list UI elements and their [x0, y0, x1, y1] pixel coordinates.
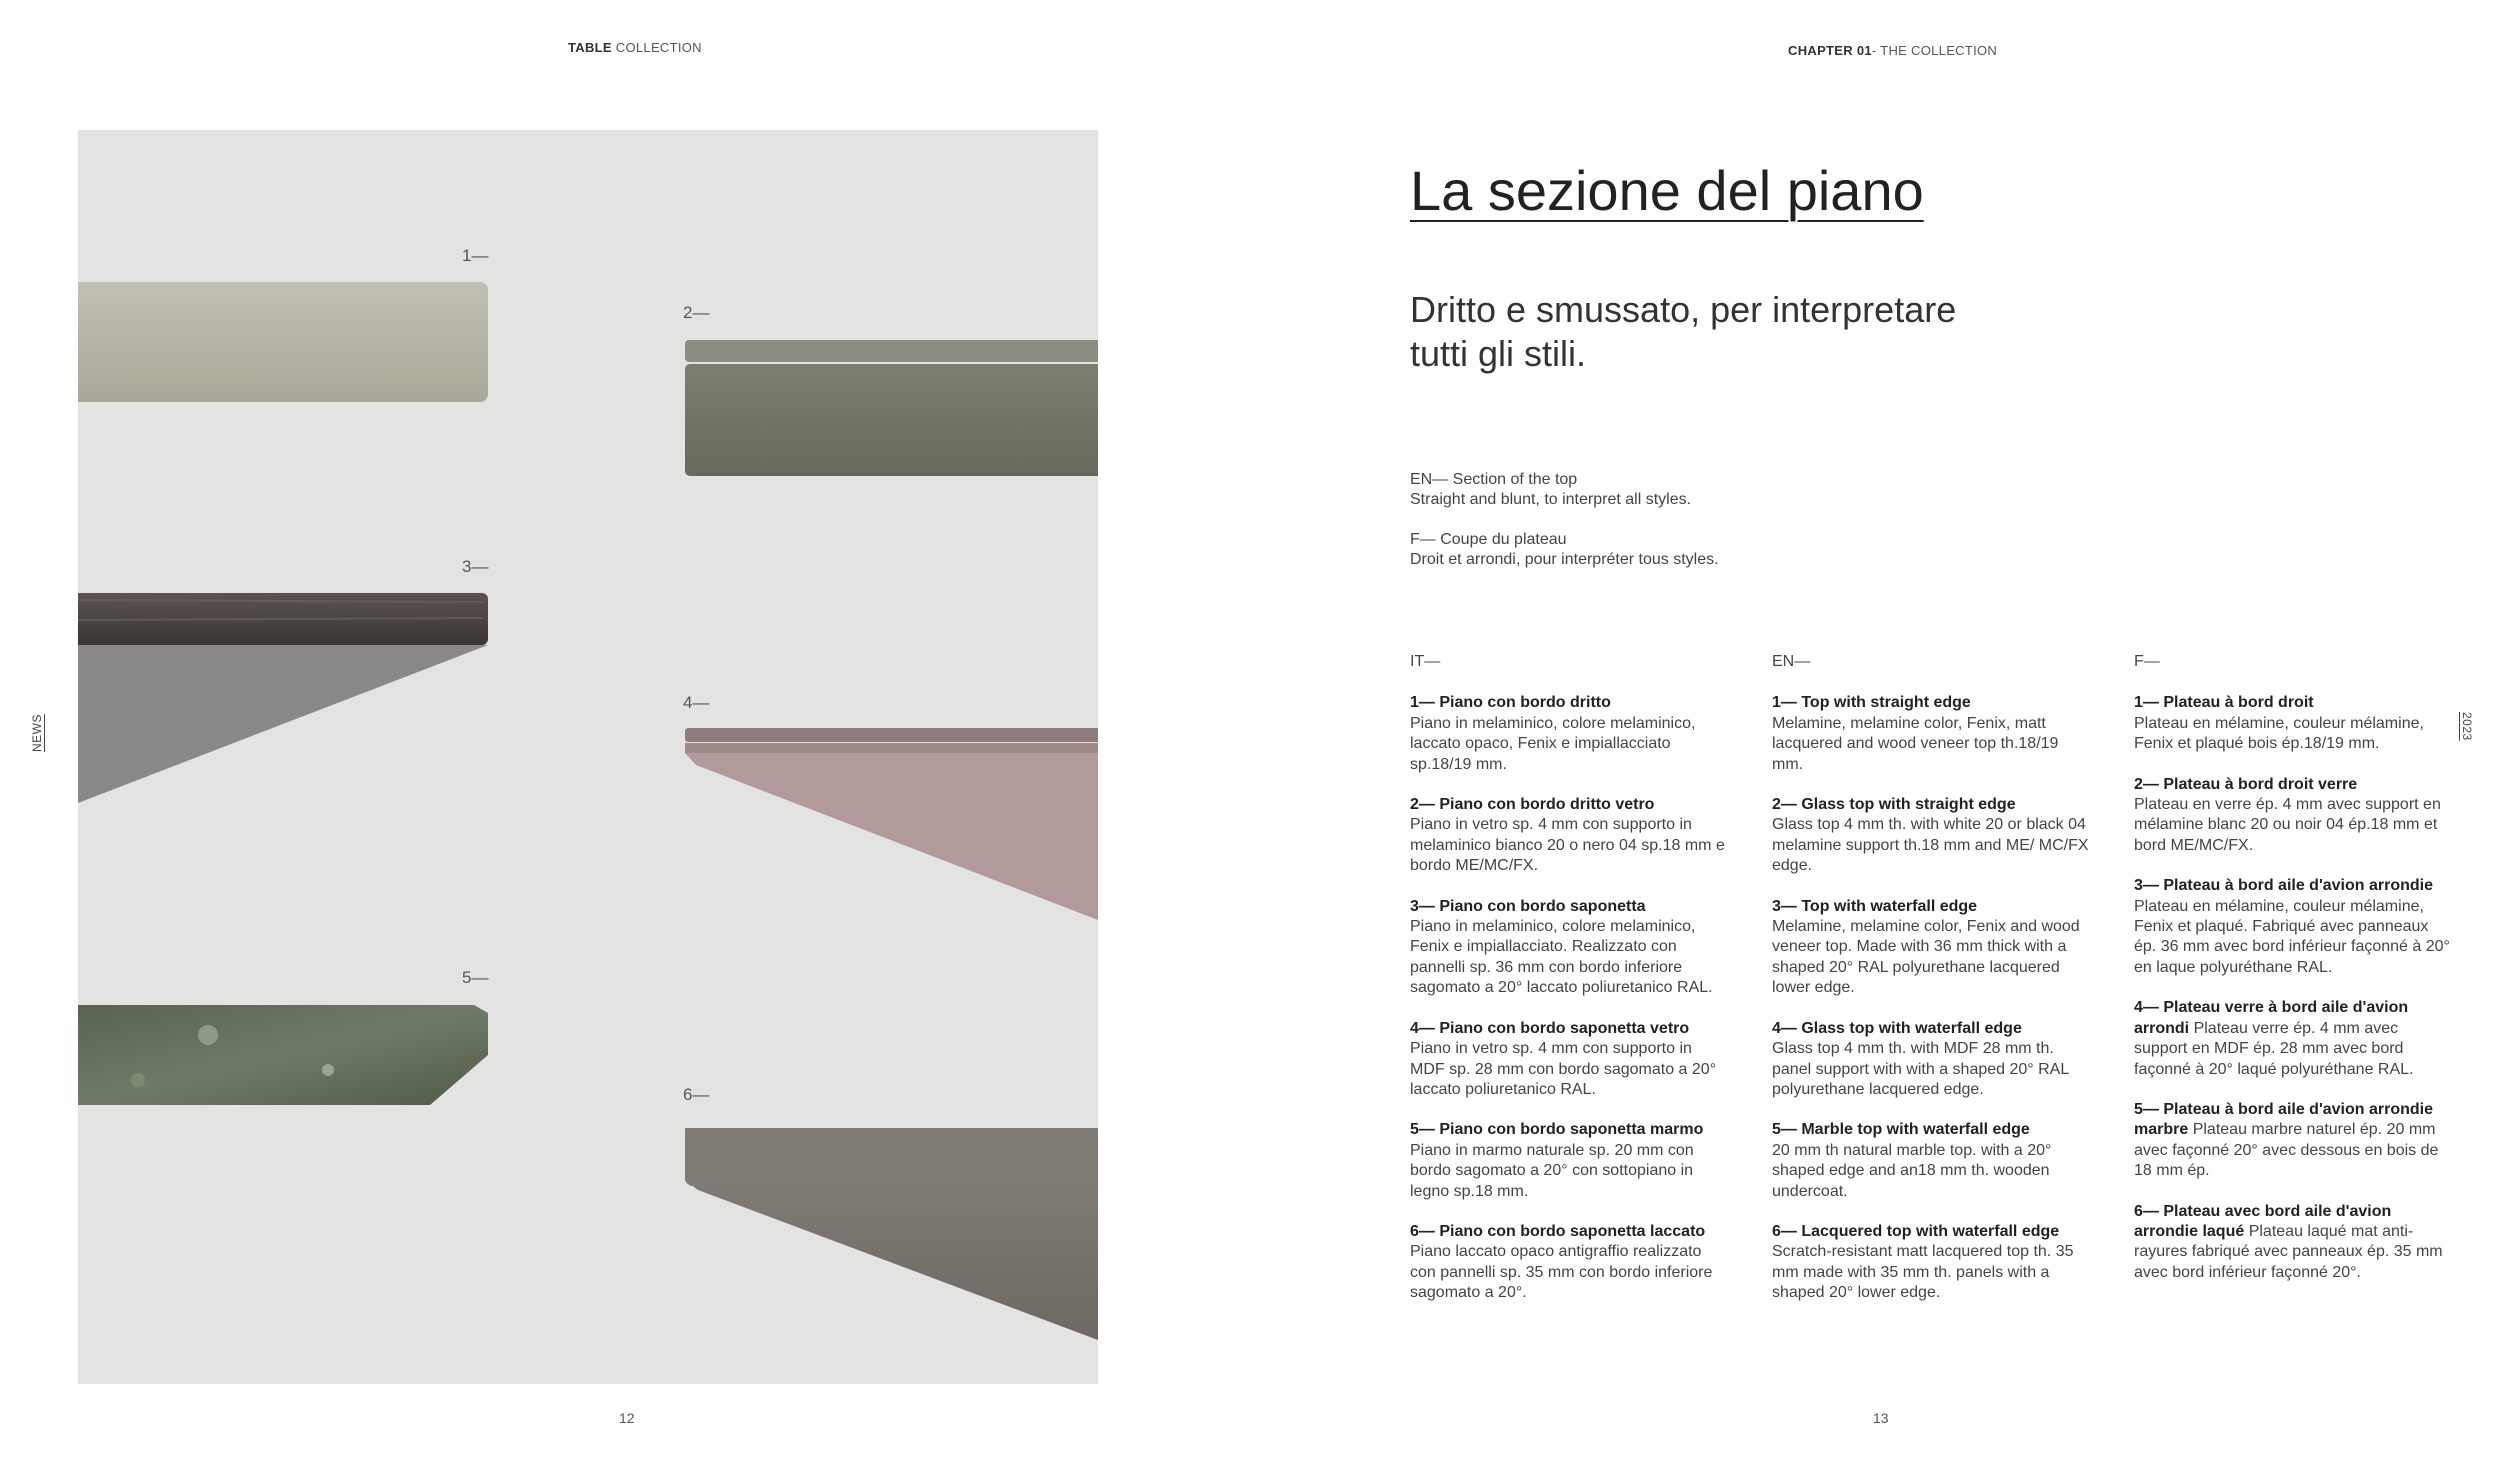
photo-label-4: 4—	[683, 693, 710, 712]
item-title: 4— Glass top with waterfall edge	[1772, 1019, 2022, 1037]
item-title: 2— Piano con bordo dritto vetro	[1410, 796, 1655, 814]
list-item	[2134, 775, 2454, 857]
list-item	[1410, 1222, 1730, 1304]
list-item	[2134, 693, 2454, 754]
item-text: Piano in vetro sp. 4 mm con supporto in melaminico bianco 20 o nero 04 sp.18 mm e bordo ME/MC/FX.	[1410, 816, 1725, 875]
item-title: 6— Lacquered top with waterfall edge	[1772, 1222, 2060, 1240]
item-title: 1— Plateau à bord droit	[2134, 694, 2314, 712]
list-item	[1772, 1019, 2092, 1101]
column-it	[1410, 652, 1730, 1324]
column-heading: F—	[2134, 653, 2160, 670]
item-title: 4— Plateau verre à bord aile d'avion arrondi	[2134, 999, 2409, 1037]
section-5-marble	[78, 1005, 488, 1105]
item-title: 1— Piano con bordo dritto	[1410, 694, 1611, 712]
list-item	[1410, 693, 1730, 775]
item-text: Plateau en mélamine, couleur mélamine, Fenix et plaqué bois ép.18/19 mm.	[2134, 714, 2424, 753]
column-heading: EN—	[1772, 653, 1811, 670]
table-sections-photo	[78, 130, 1098, 1384]
section-1-top	[78, 282, 488, 402]
column-fr	[2134, 652, 2454, 1303]
item-title: 5— Marble top with waterfall edge	[1772, 1121, 2030, 1139]
list-item	[1772, 795, 2092, 877]
list-item	[2134, 1202, 2454, 1284]
running-head-bold: CHAPTER 01	[1788, 43, 1872, 58]
item-text: Piano in vetro sp. 4 mm con supporto in MDF sp. 28 mm con bordo sagomato a 20° laccato poliuretanico RAL.	[1410, 1040, 1717, 1098]
side-label-year: 2023	[2460, 712, 2474, 741]
item-text: Plateau verre ép. 4 mm avec support en MDF ép. 28 mm avec bord façonné à 20° laqué polyuréthane RAL.	[2134, 1019, 2414, 1078]
item-title: 6— Piano con bordo saponetta laccato	[1410, 1222, 1706, 1240]
item-title: 4— Piano con bordo saponetta vetro	[1410, 1019, 1690, 1037]
list-item	[1410, 795, 1730, 877]
page-subtitle	[1410, 288, 2110, 376]
intro-fr-line-1: F— Coupe du plateau	[1410, 531, 1567, 548]
running-head-rest: - THE COLLECTION	[1871, 43, 1998, 58]
list-item	[1410, 897, 1730, 999]
section-2-glass	[685, 340, 1098, 362]
list-item	[2134, 998, 2454, 1080]
item-text: Glass top 4 mm th. with white 20 or black 04 melamine support th.18 mm and ME/ MC/FX edge.	[1772, 816, 2089, 875]
section-2-support	[685, 364, 1098, 476]
item-title: 1— Top with straight edge	[1772, 694, 1971, 712]
item-title: 6— Plateau avec bord aile d'avion arrondie laqué	[2134, 1202, 2392, 1240]
table-sections-illustration	[78, 130, 1098, 1384]
item-text: 20 mm th natural marble top. with a 20° shaped edge and an18 mm th. wooden undercoat.	[1772, 1141, 2052, 1200]
column-en	[1772, 652, 2092, 1324]
section-4-glass	[685, 728, 1098, 742]
item-text: Plateau laqué mat anti-rayures fabriqué avec panneaux ép. 35 mm avec bord inférieur façonné 20°.	[2134, 1222, 2443, 1281]
subtitle-line-2: tutti gli stili.	[1410, 333, 1587, 374]
item-text: Piano in melaminico, colore melaminico, laccato opaco, Fenix e impiallacciato sp.18/19 mm.	[1410, 714, 1696, 773]
photo-label-6: 6—	[683, 1085, 710, 1104]
photo-label-2: 2—	[683, 303, 710, 322]
item-text: Scratch-resistant matt lacquered top th. 35 mm made with 35 mm th. panels with a shaped 20° lower edge.	[1772, 1243, 2074, 1302]
item-text: Melamine, melamine color, Fenix, matt lacquered and wood veneer top th.18/19 mm.	[1772, 714, 2059, 773]
side-label-news: NEWS	[30, 714, 44, 752]
item-title: 3— Plateau à bord aile d'avion arrondie	[2134, 877, 2433, 895]
list-item	[1772, 1120, 2092, 1202]
right-running-head	[1788, 43, 1997, 58]
item-title: 3— Top with waterfall edge	[1772, 897, 1978, 915]
photo-label-3: 3—	[462, 557, 489, 576]
list-item	[1410, 1120, 1730, 1202]
running-head-bold: TABLE	[568, 40, 612, 55]
item-text: Glass top 4 mm th. with MDF 28 mm th. panel support with with a shaped 20° RAL polyurethane lacquered edge.	[1772, 1040, 2069, 1098]
section-4-support	[685, 753, 1098, 920]
photo-label-1: 1—	[462, 246, 489, 265]
column-heading: IT—	[1410, 653, 1441, 670]
item-title: 2— Glass top with straight edge	[1772, 796, 2016, 814]
subtitle-line-1: Dritto e smussato, per interpretare	[1410, 289, 1957, 330]
item-text: Piano in marmo naturale sp. 20 mm con bordo sagomato a 20° con sottopiano in legno sp.18 mm.	[1410, 1141, 1694, 1200]
right-page-number: 13	[1873, 1410, 1889, 1426]
item-title: 5— Piano con bordo saponetta marmo	[1410, 1121, 1704, 1139]
intro-fr-line-2: Droit et arrondi, pour interpréter tous styles.	[1410, 551, 1719, 568]
left-page-number: 12	[619, 1410, 635, 1426]
item-text: Melamine, melamine color, Fenix and wood veneer top. Made with 36 mm thick with a shaped 20° RAL polyurethane lacquered lower edge.	[1772, 918, 2080, 997]
left-running-head	[568, 40, 702, 55]
intro-fr	[1410, 530, 1719, 570]
intro-en-line-1: EN— Section of the top	[1410, 471, 1578, 488]
list-item	[1410, 1019, 1730, 1101]
list-item	[1772, 897, 2092, 999]
page-title: La sezione del piano	[1410, 159, 1924, 222]
item-text: Plateau en mélamine, couleur mélamine, Fenix et plaqué. Fabriqué avec panneaux ép. 36 mm avec bord inférieur façonné à 20° en laque polyuréthane RAL.	[2134, 897, 2450, 976]
running-head-rest: COLLECTION	[611, 40, 702, 55]
intro-en-line-2: Straight and blunt, to interpret all styles.	[1410, 491, 1692, 508]
list-item	[1772, 1222, 2092, 1304]
intro-en	[1410, 470, 1691, 510]
list-item	[2134, 1100, 2454, 1182]
list-item	[2134, 876, 2454, 978]
item-text: Piano in melaminico, colore melaminico, Fenix e impiallacciato. Realizzato con pannelli sp. 36 mm con bordo inferiore sagomato a 20° laccato poliuretanico RAL.	[1410, 918, 1713, 997]
item-text: Plateau marbre naturel ép. 20 mm avec façonné 20° avec dessous en bois de 18 mm ép.	[2134, 1121, 2439, 1180]
item-title: 5— Plateau à bord aile d'avion arrondie marbre	[2134, 1100, 2433, 1139]
list-item	[1772, 693, 2092, 775]
photo-label-5: 5—	[462, 968, 489, 987]
item-text: Piano laccato opaco antigraffio realizzato con pannelli sp. 35 mm con bordo inferiore sagomato a 20°.	[1410, 1243, 1713, 1302]
item-text: Plateau en verre ép. 4 mm avec support en mélamine blanc 20 ou noir 04 ép.18 mm et bord ME/MC/FX.	[2134, 796, 2441, 854]
item-title: 3— Piano con bordo saponetta	[1410, 897, 1646, 915]
item-title: 2— Plateau à bord droit verre	[2134, 775, 2358, 793]
section-3-shadow	[78, 645, 488, 803]
